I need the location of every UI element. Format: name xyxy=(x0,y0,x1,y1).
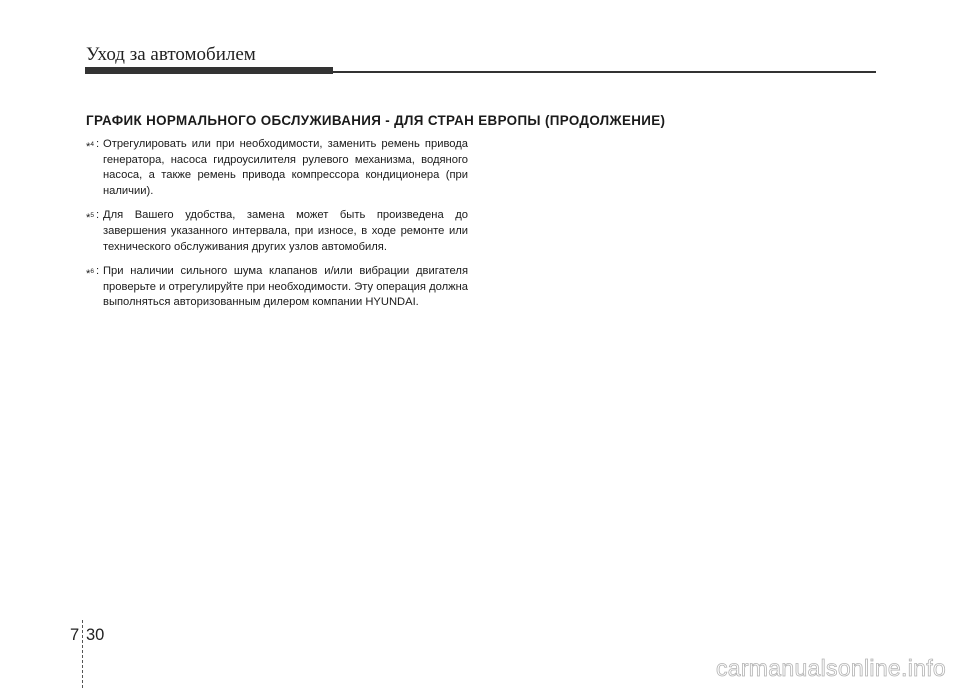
header-rule-thick xyxy=(85,67,333,74)
section-heading: ГРАФИК НОРМАЛЬНОГО ОБСЛУЖИВАНИЯ - ДЛЯ СТРАН ЕВРОПЫ (ПРОДОЛЖЕНИЕ) xyxy=(86,113,666,128)
note-item-5 xyxy=(86,208,468,255)
page-chapter-number: 7 xyxy=(70,626,80,644)
note-number: 6 xyxy=(90,268,94,276)
maintenance-notes xyxy=(86,137,468,320)
note-number: 5 xyxy=(90,212,94,220)
note-separator: : xyxy=(96,138,100,150)
note-separator: : xyxy=(96,209,100,222)
note-number: 4 xyxy=(90,141,94,148)
note-text: При наличии сильного шума клапанов и/или вибрации двигателя проверьте и отрегулируйте при необходимости. Эту операция должна выполняться авторизованным дилером компании HYUNDAI. xyxy=(103,265,468,309)
note-marker xyxy=(86,137,94,156)
chapter-title: Уход за автомобилем xyxy=(86,44,256,65)
note-item-4 xyxy=(86,137,468,199)
note-asterisk: * xyxy=(86,141,91,153)
watermark: carmanualsonline.info xyxy=(715,655,946,681)
note-marker xyxy=(86,208,94,227)
note-text: Для Вашего удобства, замена может быть произведена до завершения указанного интервала, при износе, в ходе ремонте или технического обслуживания других узлов автомобиля. xyxy=(103,209,468,253)
note-item-6 xyxy=(86,264,468,311)
page-number-value: 30 xyxy=(86,626,105,644)
note-asterisk: * xyxy=(86,212,91,225)
note-asterisk: * xyxy=(86,268,91,281)
crop-mark-line xyxy=(82,620,83,688)
header-rule-thin xyxy=(333,71,876,73)
note-text: Отрегулировать или при необходимости, заменить ремень привода генератора, насоса гидроусилителя рулевого механизма, водяного насоса, а также ремень привода компрессора кондиционера (при наличии). xyxy=(103,138,468,197)
note-separator: : xyxy=(96,265,100,278)
note-marker xyxy=(86,264,94,283)
